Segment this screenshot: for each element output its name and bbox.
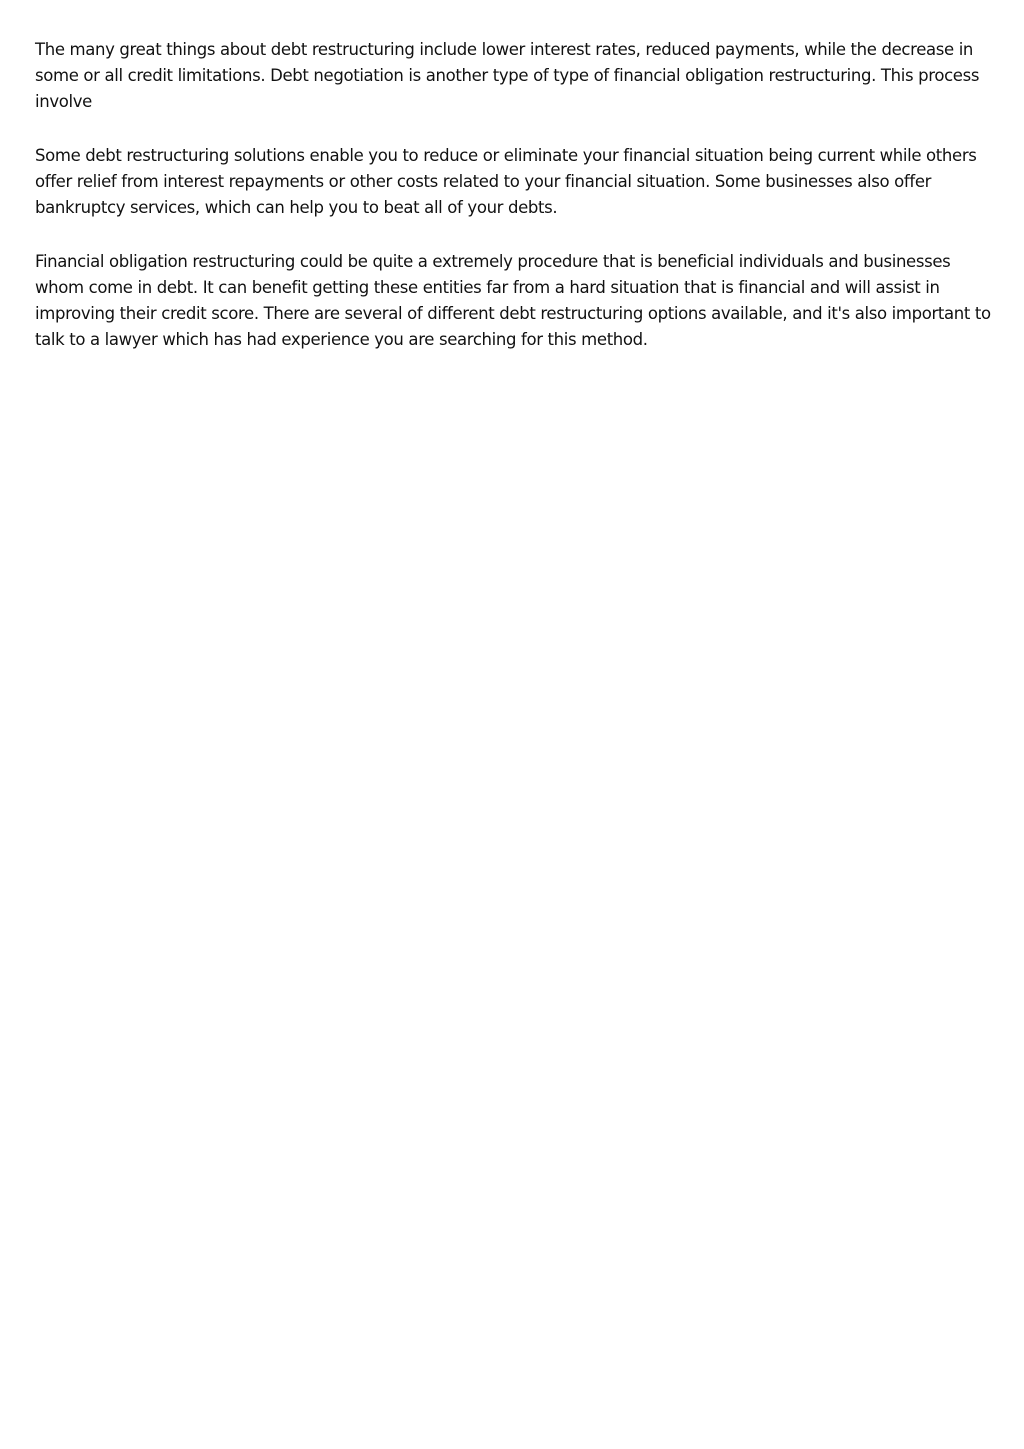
paragraph-3: Financial obligation restructuring could be quite a extremely procedure that is beneficial individuals and businesses whom come in debt. It can benefit getting these entities far from a hard situation that is financial and will assist in improving their credit score. There are several of different debt restructuring options available, and it's also important to talk to a lawyer which has had experience you are searching for this method. [35,252,991,349]
paragraph-1: The many great things about debt restructuring include lower interest rates, reduced payments, while the decrease in some or all credit limitations. Debt negotiation is another type of type of financial obligation restructuring. This process involve [35,40,980,111]
paragraph-2: Some debt restructuring solutions enable you to reduce or eliminate your financial situation being current while others offer relief from interest repayments or other costs related to your financial situation. Some businesses also offer bankruptcy services, which can help you to beat all of your debts. [35,146,977,217]
document-body [35,37,995,381]
